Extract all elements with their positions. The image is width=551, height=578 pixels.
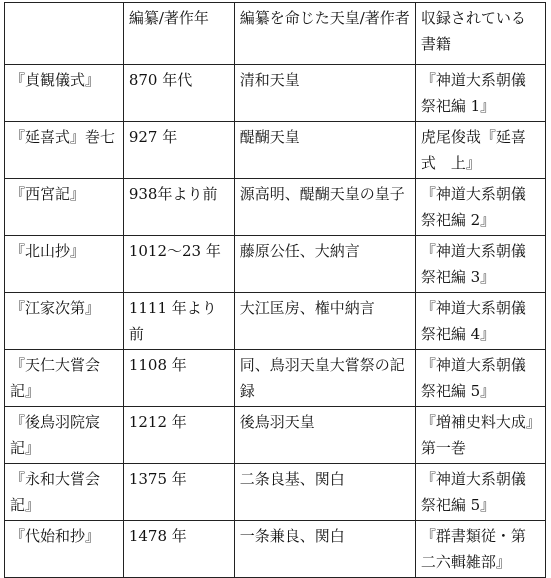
year-cell: 1012～23 年	[123, 236, 234, 293]
source-cell: 『増補史料大成』第一巻	[415, 407, 545, 464]
table-row	[5, 122, 546, 179]
year-cell: 927 年	[123, 122, 234, 179]
title-cell: 『北山抄』	[5, 236, 124, 293]
year-cell: 1111 年より前	[123, 293, 234, 350]
year-cell: 1108 年	[123, 350, 234, 407]
author-cell: 大江匡房、権中納言	[234, 293, 415, 350]
table-row	[5, 464, 546, 521]
title-cell: 『永和大嘗会記』	[5, 464, 124, 521]
source-cell: 『神道大系朝儀祭祀編 4』	[415, 293, 545, 350]
source-cell: 『神道大系朝儀祭祀編 2』	[415, 179, 545, 236]
header-cell-author: 編纂を命じた天皇/著作者	[234, 3, 415, 65]
author-cell: 清和天皇	[234, 65, 415, 122]
header-cell-source: 収録されている書籍	[415, 3, 545, 65]
table-row	[5, 521, 546, 578]
author-cell: 一条兼良、関白	[234, 521, 415, 578]
table-row	[5, 350, 546, 407]
year-cell: 870 年代	[123, 65, 234, 122]
sources-table	[4, 2, 546, 578]
source-cell: 『神道大系朝儀祭祀編 5』	[415, 464, 545, 521]
table-row	[5, 236, 546, 293]
title-cell: 『延喜式』巻七	[5, 122, 124, 179]
source-cell: 虎尾俊哉『延喜式 上』	[415, 122, 545, 179]
header-cell-title	[5, 3, 124, 65]
year-cell: 938年より前	[123, 179, 234, 236]
source-cell: 『神道大系朝儀祭祀編 5』	[415, 350, 545, 407]
table-row	[5, 407, 546, 464]
table-row	[5, 293, 546, 350]
author-cell: 醍醐天皇	[234, 122, 415, 179]
author-cell: 源高明、醍醐天皇の皇子	[234, 179, 415, 236]
table-row	[5, 179, 546, 236]
table-row	[5, 65, 546, 122]
source-cell: 『神道大系朝儀祭祀編 3』	[415, 236, 545, 293]
author-cell: 後鳥羽天皇	[234, 407, 415, 464]
author-cell: 藤原公任、大納言	[234, 236, 415, 293]
title-cell: 『後鳥羽院宸記』	[5, 407, 124, 464]
title-cell: 『江家次第』	[5, 293, 124, 350]
year-cell: 1212 年	[123, 407, 234, 464]
year-cell: 1375 年	[123, 464, 234, 521]
author-cell: 同、鳥羽天皇大嘗祭の記録	[234, 350, 415, 407]
table-header-row	[5, 3, 546, 65]
source-cell: 『神道大系朝儀祭祀編 1』	[415, 65, 545, 122]
title-cell: 『西宮記』	[5, 179, 124, 236]
author-cell: 二条良基、関白	[234, 464, 415, 521]
title-cell: 『貞観儀式』	[5, 65, 124, 122]
year-cell: 1478 年	[123, 521, 234, 578]
table-container	[4, 2, 546, 578]
title-cell: 『代始和抄』	[5, 521, 124, 578]
title-cell: 『天仁大嘗会記』	[5, 350, 124, 407]
source-cell: 『群書類従・第二六輯雑部』	[415, 521, 545, 578]
header-cell-year: 編纂/著作年	[123, 3, 234, 65]
